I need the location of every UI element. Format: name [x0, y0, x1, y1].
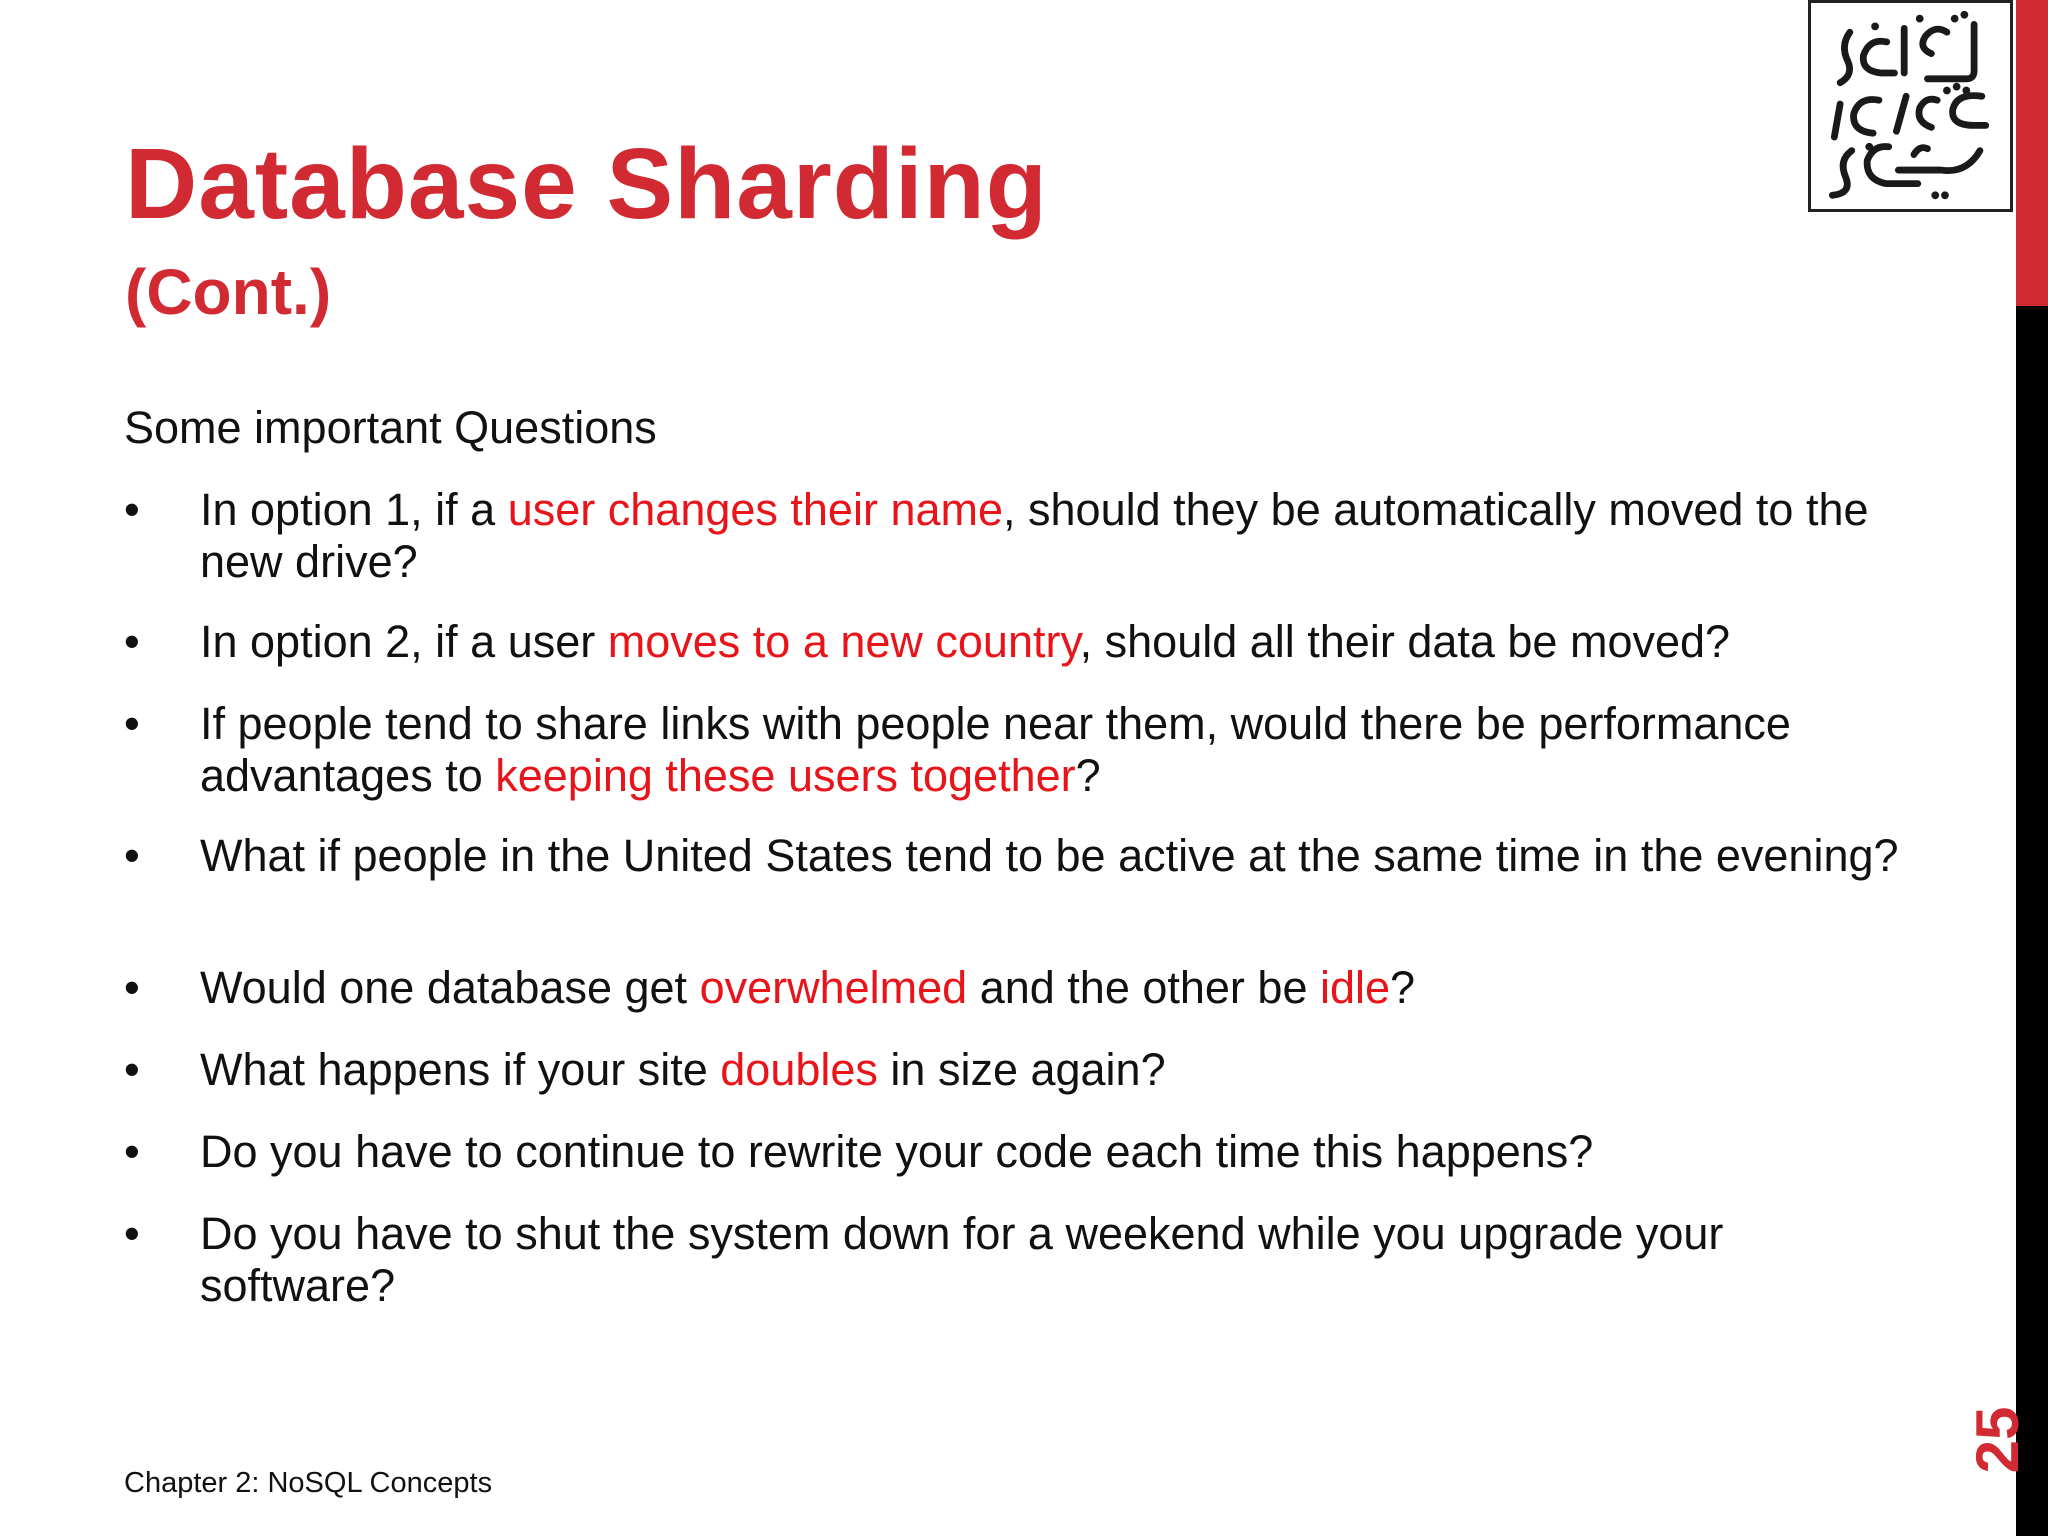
bullet-text-segment: In option 1, if a	[200, 484, 508, 535]
bullet-text-segment: Do you have to shut the system down for a weekend while you upgrade your software?	[200, 1208, 1724, 1311]
highlighted-phrase: moves to a new country	[607, 616, 1080, 667]
bullet-text-segment: in size again?	[877, 1044, 1166, 1095]
page-number: 25	[1964, 1406, 2031, 1474]
intro-text: Some important Questions	[124, 402, 657, 453]
bullet-dot: •	[124, 484, 140, 535]
bullet-dot: •	[124, 1126, 140, 1177]
bullet-dot: •	[124, 1208, 140, 1259]
bullet-text	[200, 830, 1900, 882]
bullet-text	[200, 616, 1900, 668]
bullet-text-segment: Do you have to continue to rewrite your code each time this happens?	[200, 1126, 1594, 1177]
side-bar-dark	[2016, 306, 2048, 1536]
bullet-dot: •	[124, 830, 140, 881]
side-bar-accent	[2016, 0, 2048, 306]
bullet-text	[200, 1044, 1900, 1096]
bullet-dot: •	[124, 1044, 140, 1095]
highlighted-phrase: doubles	[720, 1044, 878, 1095]
bullet-text	[200, 484, 1900, 588]
slide-subtitle: (Cont.)	[125, 256, 332, 328]
highlighted-phrase: user changes their name	[507, 484, 1004, 535]
footer-chapter: Chapter 2: NoSQL Concepts	[124, 1467, 493, 1499]
bullet-text-segment: ?	[1075, 750, 1101, 801]
highlighted-phrase: idle	[1319, 962, 1391, 1013]
bullet-text-segment: and the other be	[967, 962, 1320, 1013]
bullet-text	[200, 1126, 1900, 1178]
highlighted-phrase: overwhelmed	[699, 962, 968, 1013]
bullet-dot: •	[124, 962, 140, 1013]
bullet-text	[200, 962, 1900, 1014]
bullet-text-segment: What if people in the United States tend to be active at the same time in the evening?	[200, 830, 1899, 881]
slide-title: Database Sharding	[125, 128, 1048, 240]
university-logo-icon	[1808, 0, 2013, 212]
bullet-dot: •	[124, 698, 140, 749]
bullet-dot: •	[124, 616, 140, 667]
bullet-text-segment: If people tend to share links with people near them, would there be performance advantages to	[200, 698, 1791, 801]
bullet-text	[200, 1208, 1900, 1312]
bullet-text-segment: ?	[1390, 962, 1416, 1013]
bullet-text-segment: , should they be automatically moved to the new drive?	[200, 484, 1869, 587]
bullet-text	[200, 698, 1900, 802]
bullet-text-segment: What happens if your site	[200, 1044, 721, 1095]
highlighted-phrase: keeping these users together	[495, 750, 1076, 801]
bullet-text-segment: In option 2, if a user	[200, 616, 608, 667]
bullet-text-segment: Would one database get	[200, 962, 700, 1013]
bullet-text-segment: , should all their data be moved?	[1079, 616, 1731, 667]
